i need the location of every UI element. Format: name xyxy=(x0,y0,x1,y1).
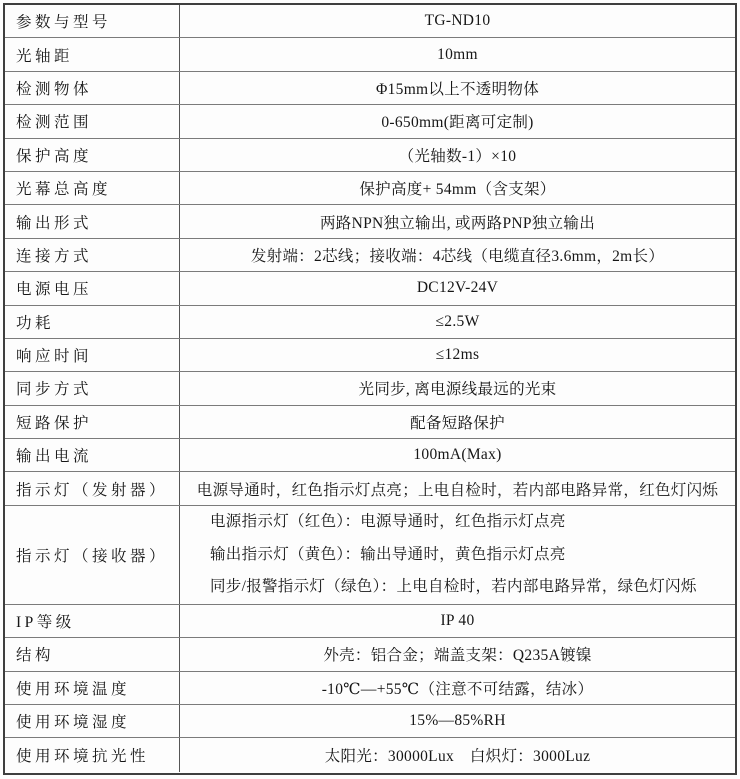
row-value: 光同步, 离电源线最远的光束 xyxy=(358,381,557,399)
row-label: 指示灯（接收器） xyxy=(5,506,180,604)
table-row xyxy=(5,406,735,439)
row-label: 响应时间 xyxy=(5,339,180,371)
row-value: DC12V-24V xyxy=(416,279,499,297)
row-value: 发射端：2芯线；接收端：4芯线（电缆直径3.6mm，2m长） xyxy=(250,247,665,265)
row-value: 外壳：铝合金；端盖支架：Q235A镀镍 xyxy=(323,647,592,665)
row-label: 同步方式 xyxy=(5,372,180,404)
table-row-receiver-indicators xyxy=(5,506,735,605)
table-row xyxy=(5,738,735,771)
row-value: Φ15mm以上不透明物体 xyxy=(375,80,540,98)
row-label: 电源电压 xyxy=(5,272,180,304)
row-label: 参数与型号 xyxy=(5,5,180,37)
row-value: 电源导通时，红色指示灯点亮；上电自检时，若内部电路异常，红色灯闪烁 xyxy=(196,481,719,499)
row-label: 短路保护 xyxy=(5,406,180,438)
product-spec-table xyxy=(3,3,737,775)
table-row xyxy=(5,272,735,305)
row-value: 100mA(Max) xyxy=(413,446,502,464)
table-row xyxy=(5,372,735,405)
row-value: 保护高度+ 54mm（含支架） xyxy=(359,181,556,199)
indicator-line-sync-alarm: 同步/报警指示灯（绿色）：上电自检时，若内部电路异常，绿色灯闪烁 xyxy=(210,578,697,596)
table-row xyxy=(5,239,735,272)
table-row xyxy=(5,439,735,472)
row-label: 检测范围 xyxy=(5,105,180,137)
row-value: IP 40 xyxy=(440,612,475,630)
row-label: 使用环境湿度 xyxy=(5,705,180,737)
table-row xyxy=(5,139,735,172)
row-label: 结构 xyxy=(5,638,180,670)
table-row xyxy=(5,672,735,705)
row-label: 检测物体 xyxy=(5,72,180,104)
table-row xyxy=(5,472,735,505)
row-label: 使用环境温度 xyxy=(5,672,180,704)
row-label: 使用环境抗光性 xyxy=(5,738,180,771)
table-row xyxy=(5,105,735,138)
row-label: 功耗 xyxy=(5,306,180,338)
row-value xyxy=(180,506,735,604)
table-row xyxy=(5,638,735,671)
table-row xyxy=(5,38,735,71)
table-row xyxy=(5,205,735,238)
indicator-line-power: 电源指示灯（红色）：电源导通时，红色指示灯点亮 xyxy=(210,513,566,531)
row-value: 15%—85%RH xyxy=(409,712,506,730)
row-value: （光轴数-1）×10 xyxy=(398,147,517,165)
table-row xyxy=(5,72,735,105)
row-value: -10℃—+55℃（注意不可结露，结冰） xyxy=(321,680,594,698)
row-label: 输出电流 xyxy=(5,439,180,471)
table-row xyxy=(5,605,735,638)
row-label: 指示灯（发射器） xyxy=(5,472,180,504)
row-value: ≤12ms xyxy=(435,346,480,364)
row-value: ≤2.5W xyxy=(435,312,480,330)
row-value: 太阳光：30000Lux 白炽灯：3000Luz xyxy=(324,748,591,766)
row-label: 保护高度 xyxy=(5,139,180,171)
row-value: TG-ND10 xyxy=(424,12,491,30)
row-value: 10mm xyxy=(437,45,478,63)
indicator-line-output: 输出指示灯（黄色）：输出导通时，黄色指示灯点亮 xyxy=(210,545,566,563)
table-row xyxy=(5,705,735,738)
table-row xyxy=(5,5,735,38)
row-label: 连接方式 xyxy=(5,239,180,271)
row-label: 光轴距 xyxy=(5,38,180,70)
row-label: 输出形式 xyxy=(5,205,180,237)
row-value: 配备短路保护 xyxy=(410,414,505,432)
row-label: IP等级 xyxy=(5,605,180,637)
row-label: 光幕总高度 xyxy=(5,172,180,204)
table-row xyxy=(5,172,735,205)
row-value: 0-650mm(距离可定制) xyxy=(381,114,534,132)
table-row xyxy=(5,306,735,339)
table-row xyxy=(5,339,735,372)
row-value: 两路NPN独立输出, 或两路PNP独立输出 xyxy=(320,214,595,232)
